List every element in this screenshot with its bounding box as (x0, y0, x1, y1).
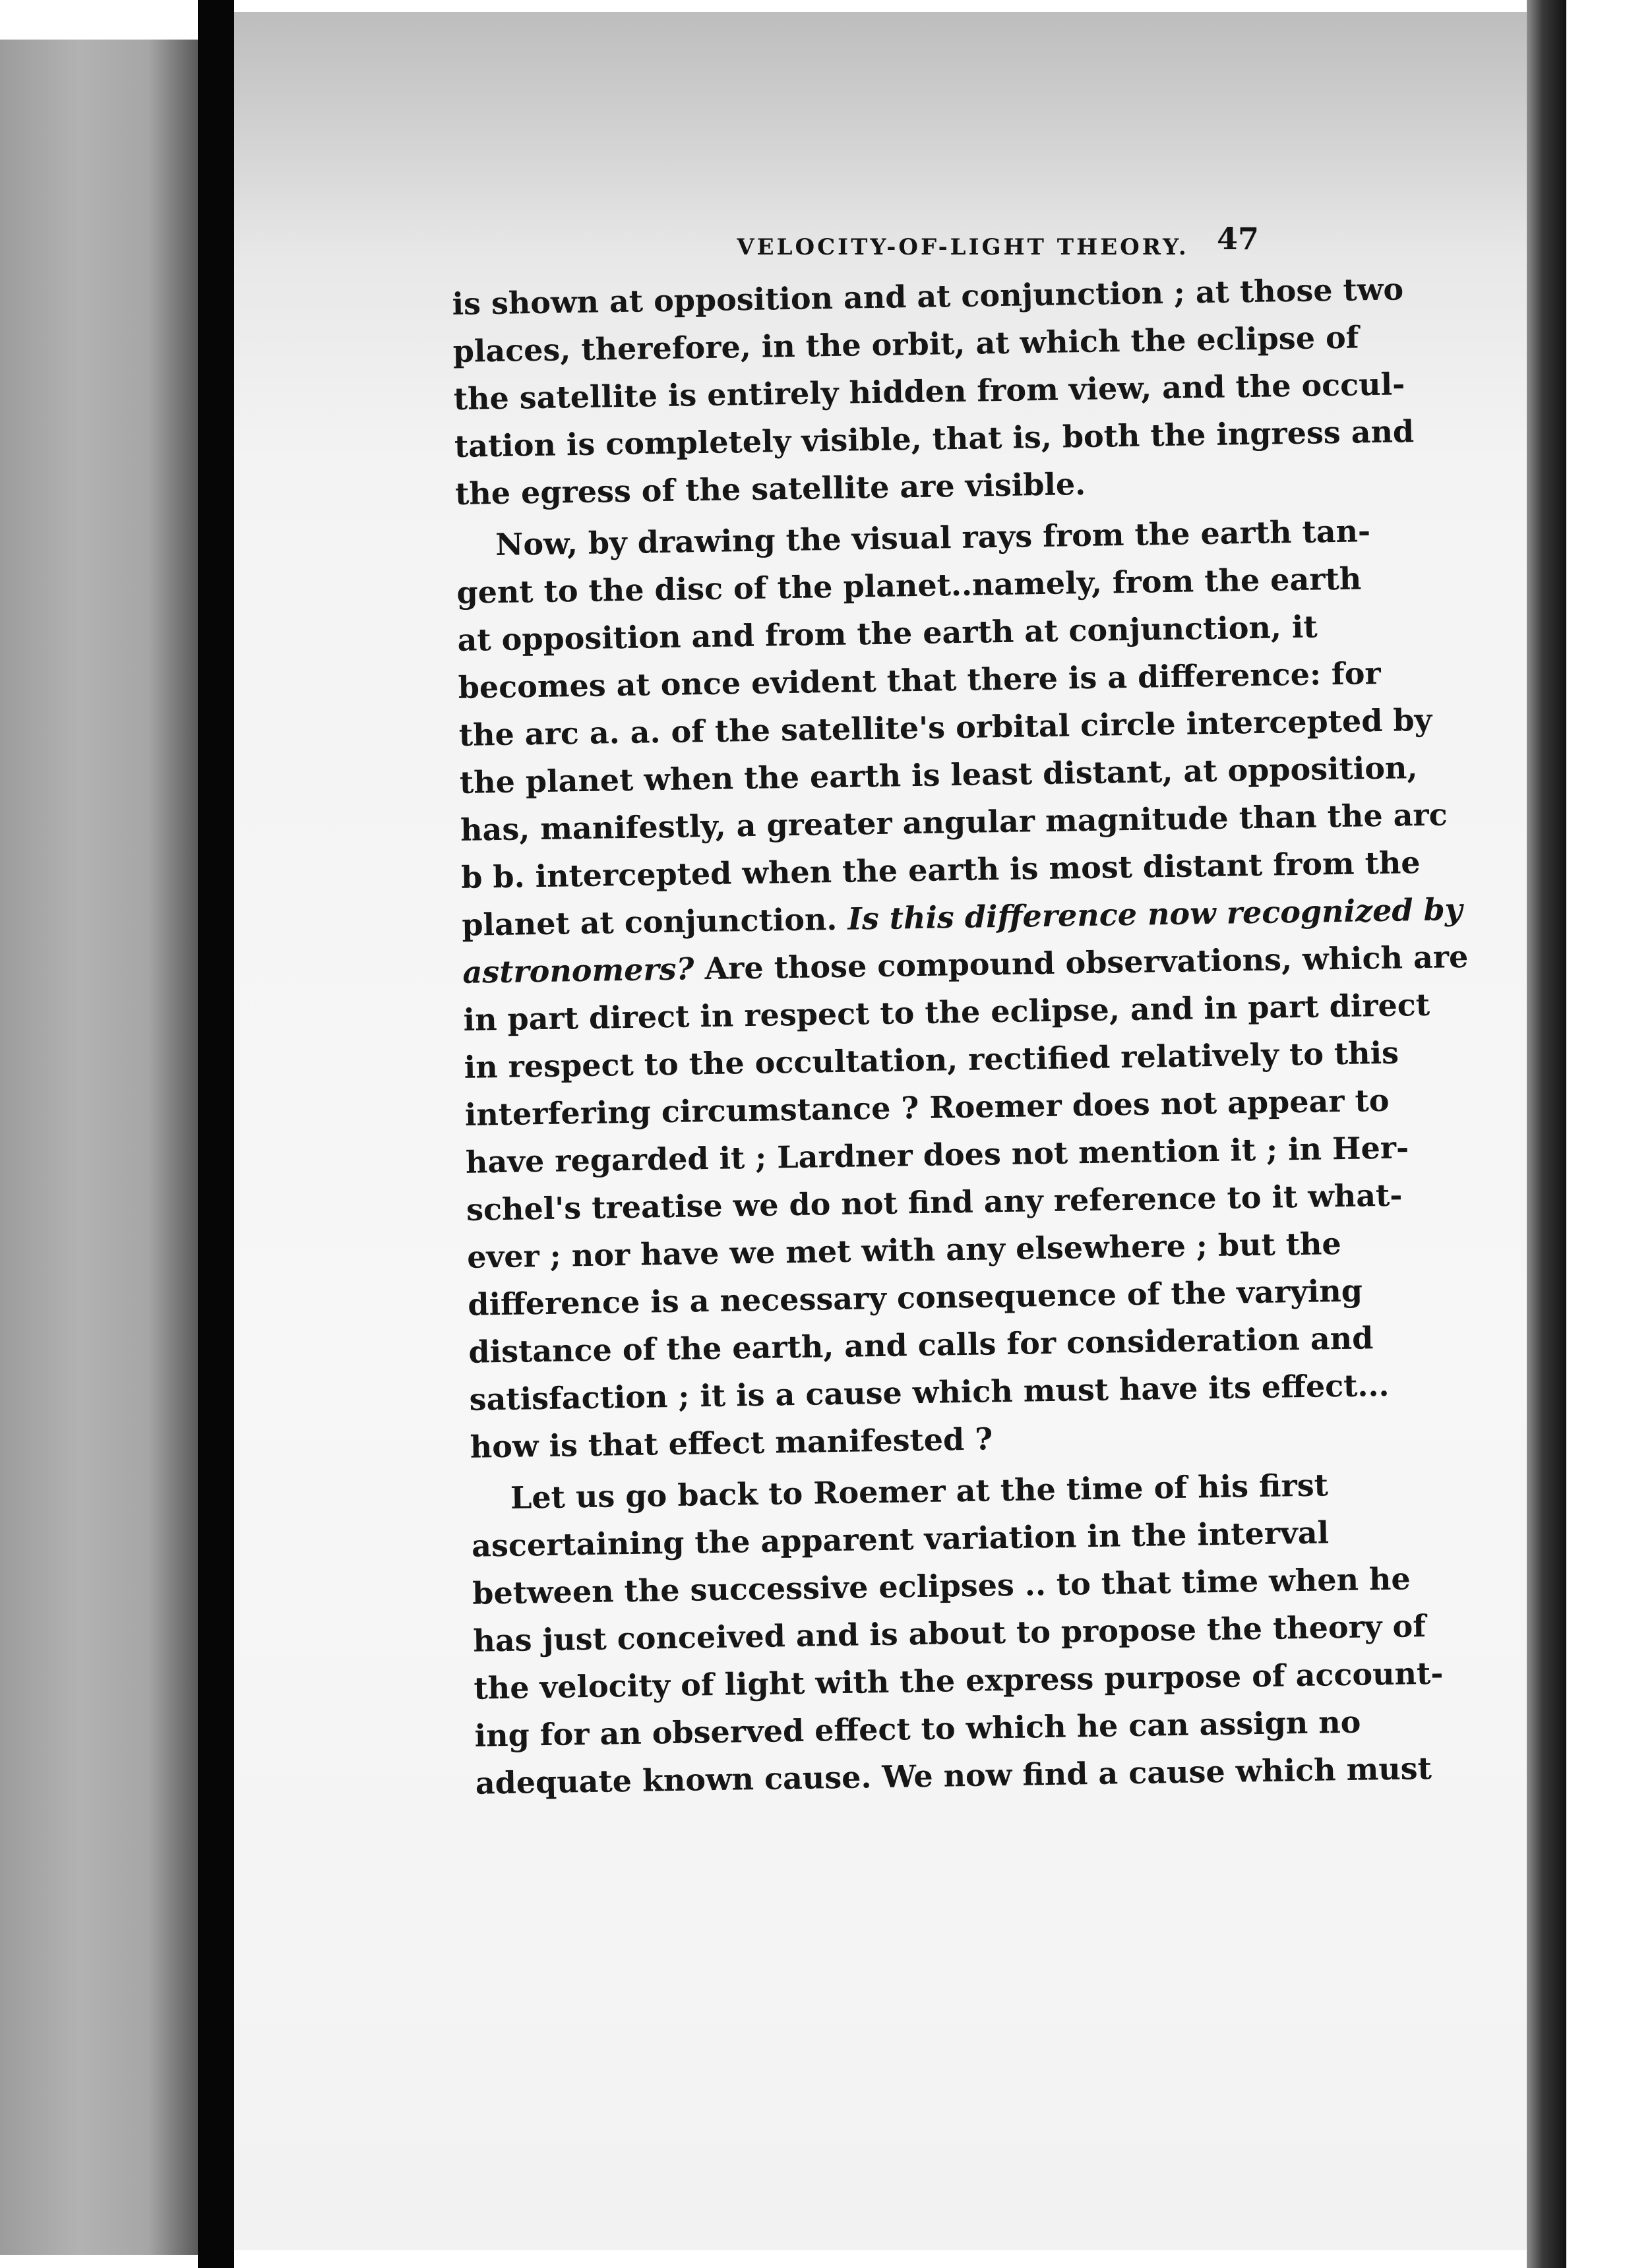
italic-question-end: astronomers? (462, 951, 694, 990)
right-page-edge (1527, 0, 1566, 2268)
text-line: between the successive eclipses .. to that time when he (472, 1561, 1411, 1611)
text-line: at opposition and from the earth at conjunction, it (457, 609, 1318, 658)
text-line: schel's treatise we do not find any reference to it what- (466, 1177, 1403, 1228)
text-line: distance of the earth, and calls for consideration and (468, 1320, 1374, 1370)
body-text (452, 267, 1469, 1807)
text-line: the arc a. a. of the satellite's orbital circle intercepted by (458, 701, 1432, 753)
text-line: ascertaining the apparent variation in the interval (471, 1514, 1330, 1564)
text-line: Now, by drawing the visual rays from the earth tan- (495, 513, 1371, 563)
text-line: the satellite is entirely hidden from view, and the occul- (453, 366, 1405, 417)
text-line: has, manifestly, a greater angular magnitude than the arc (460, 796, 1448, 848)
text-line: the planet when the earth is least distant, at opposition, (459, 750, 1418, 800)
text-segment: planet at conjunction. (461, 901, 838, 943)
text-line: becomes at once evident that there is a difference: for (458, 655, 1382, 705)
text-line: is shown at opposition and at conjunction ; at those two (452, 271, 1404, 322)
text-line: ing for an observed effect to which he can assign no (474, 1704, 1361, 1754)
text-segment: Are those compound observations, which are (704, 938, 1469, 987)
previous-page-edge (0, 40, 198, 2255)
text-line: interfering circumstance ? Roemer does not appear to (464, 1082, 1390, 1133)
text-line: places, therefore, in the orbit, at which the eclipse of (452, 319, 1359, 369)
italic-question: Is this difference now recognized by (847, 891, 1463, 937)
text-line: has just conceived and is about to propose the theory of (472, 1608, 1426, 1659)
text-line: in part direct in respect to the eclipse, and in part direct (463, 986, 1430, 1038)
text-line: tation is completely visible, that is, both the ingress and (454, 413, 1415, 464)
text-line: the egress of the satellite are visible. (454, 465, 1086, 512)
text-line: ever ; nor have we met with any elsewhere ; but the (466, 1225, 1342, 1275)
text-line: the velocity of light with the express purpose of account- (474, 1655, 1444, 1706)
text-line: Let us go back to Roemer at the time of his first (510, 1467, 1329, 1516)
scan-margin (1566, 0, 1625, 2268)
binding-gutter (198, 0, 234, 2268)
text-line: adequate known cause. We now find a cause which must (475, 1750, 1432, 1801)
text-line: difference is a necessary consequence of the varying (467, 1272, 1363, 1323)
text-line: how is that effect manifested ? (470, 1421, 993, 1465)
text-line: gent to the disc of the planet..namely, from the earth (456, 560, 1362, 611)
text-line: in respect to the occultation, rectified relatively to this (464, 1034, 1399, 1085)
text-line: have regarded it ; Lardner does not mention it ; in Her- (465, 1129, 1409, 1180)
page-number: 47 (1217, 221, 1260, 256)
text-line: satisfaction ; it is a cause which must have its effect... (469, 1367, 1390, 1418)
text-line: b b. intercepted when the earth is most distant from the (460, 845, 1421, 895)
running-title: VELOCITY-OF-LIGHT THEORY. (737, 234, 1189, 260)
